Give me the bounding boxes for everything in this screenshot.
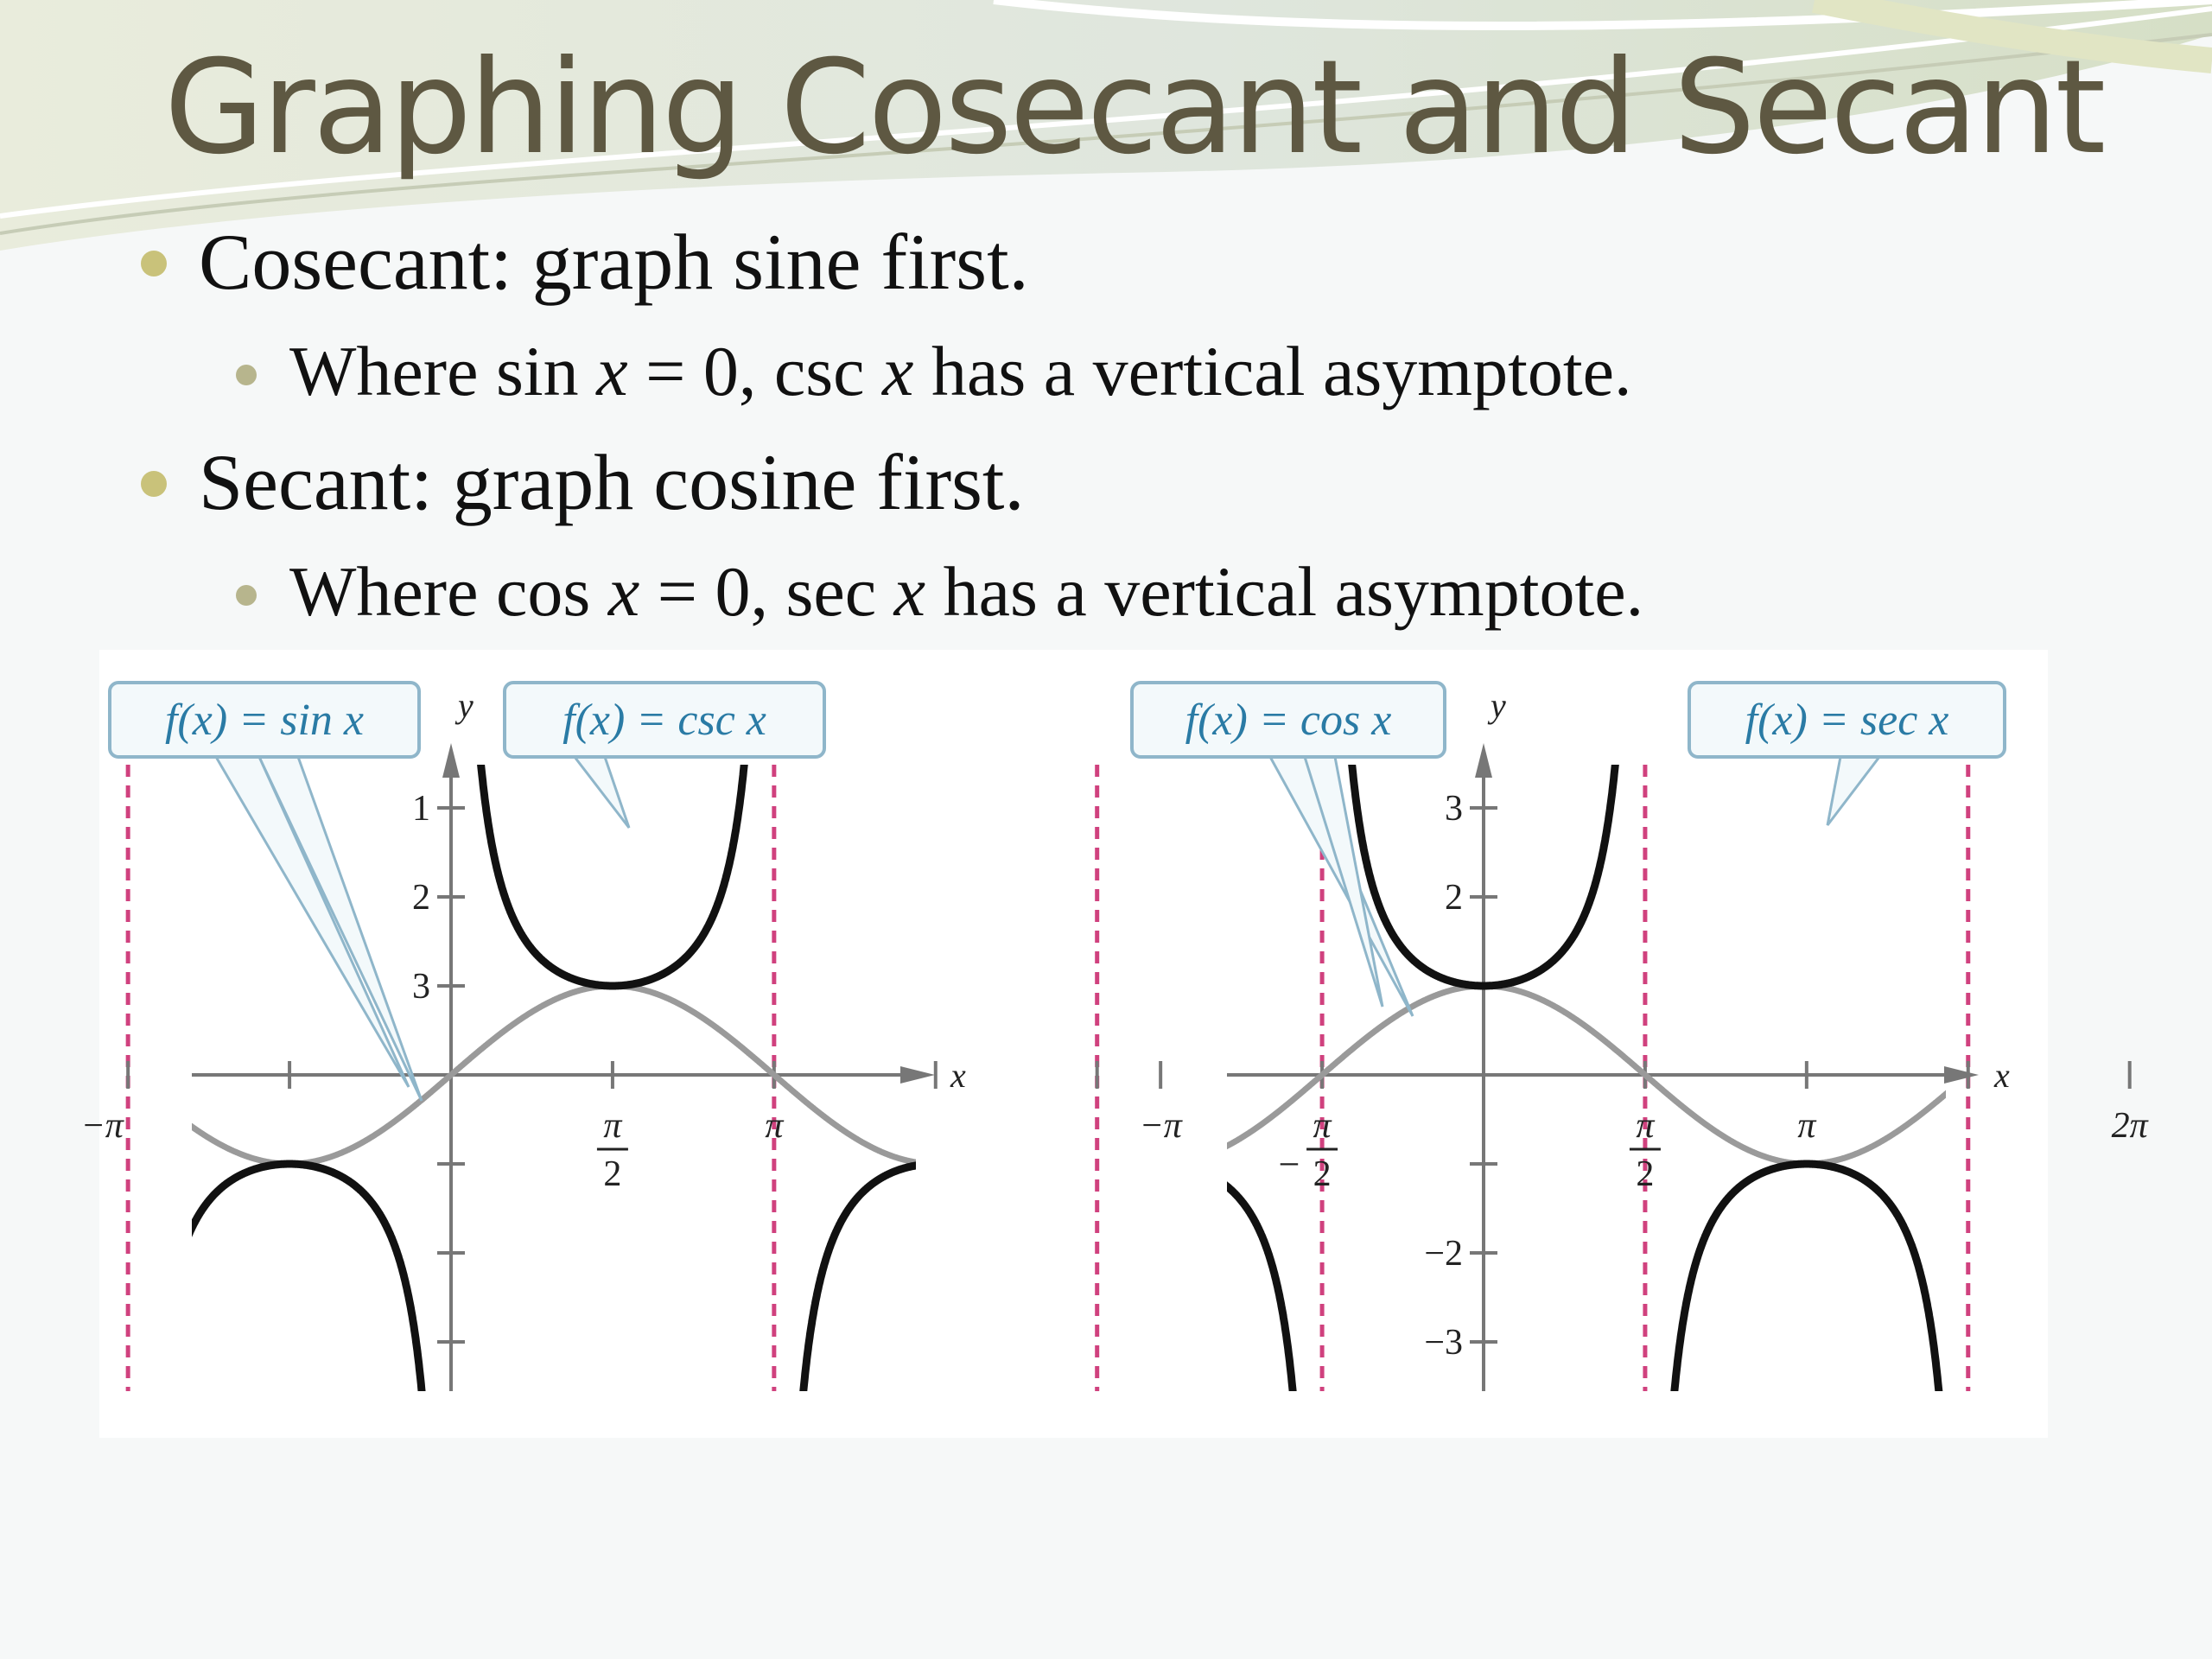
- callout-label: f(x) = sec x: [1745, 696, 1949, 745]
- x-tick-label-numerator: π: [1313, 1106, 1332, 1146]
- callout-label: f(x) = csc x: [563, 696, 766, 745]
- y-tick-label: 3: [412, 967, 430, 1007]
- variable-x: x: [882, 332, 914, 410]
- y-axis-label: y: [1491, 686, 1506, 725]
- sub-bullet-text-pre: Where sin: [289, 332, 597, 410]
- sub-bullet-text-post: has a vertical asymptote.: [913, 332, 1632, 410]
- y-axis-label: y: [458, 686, 474, 725]
- callout-pointer: [575, 757, 629, 828]
- x-tick-label-sign: −: [1278, 1143, 1300, 1185]
- chart-sec-cos: [1132, 545, 2149, 1600]
- variable-x: x: [893, 552, 926, 631]
- x-axis-arrow: [900, 1066, 935, 1084]
- bullet-cosecant: Cosecant: graph sine first.: [199, 218, 1029, 306]
- x-tick-label-numerator: π: [1636, 1106, 1655, 1146]
- callout-label: f(x) = cos x: [1185, 696, 1392, 745]
- x-tick-label: π: [765, 1106, 784, 1146]
- y-axis-arrow: [1475, 743, 1492, 778]
- x-tick-label: 2π: [2111, 1106, 2148, 1146]
- bullet-secant: Secant: graph cosine first.: [199, 438, 1025, 526]
- x-axis-arrow: [1944, 1066, 1979, 1084]
- y-axis-arrow: [442, 743, 460, 778]
- y-tick-label: 1: [412, 789, 430, 829]
- y-tick-label: −2: [1424, 1234, 1463, 1274]
- callout-pointer: [1827, 757, 1879, 825]
- sub-bullet-text-mid: = 0, csc: [627, 332, 883, 410]
- x-tick-label: π: [1797, 1106, 1816, 1146]
- x-tick-label-numerator: π: [603, 1106, 622, 1146]
- chart-csc-sin: [80, 543, 1096, 1607]
- variable-x: x: [607, 552, 640, 631]
- sub-bullet-text-post: has a vertical asymptote.: [925, 552, 1644, 631]
- x-tick-label: −π: [1139, 1106, 1182, 1146]
- x-tick-label: −π: [80, 1106, 124, 1146]
- sub-bullet-text-mid: = 0, sec: [639, 552, 894, 631]
- y-tick-label: −3: [1424, 1323, 1463, 1363]
- x-tick-label-denominator: 2: [603, 1154, 622, 1194]
- x-axis-label: x: [1994, 1056, 2010, 1095]
- x-tick-label-denominator: 2: [1313, 1154, 1332, 1194]
- y-tick-label: 3: [1445, 789, 1463, 829]
- x-tick-label-denominator: 2: [1636, 1154, 1655, 1194]
- variable-x: x: [596, 332, 628, 410]
- slide-title: Graphing Cosecant and Secant: [164, 33, 2104, 183]
- y-tick-label: 2: [1445, 878, 1463, 918]
- callout-label: f(x) = sin x: [164, 696, 365, 745]
- sub-bullet-text-pre: Where cos: [289, 552, 608, 631]
- y-tick-label: 2: [412, 878, 430, 918]
- x-axis-label: x: [950, 1056, 966, 1095]
